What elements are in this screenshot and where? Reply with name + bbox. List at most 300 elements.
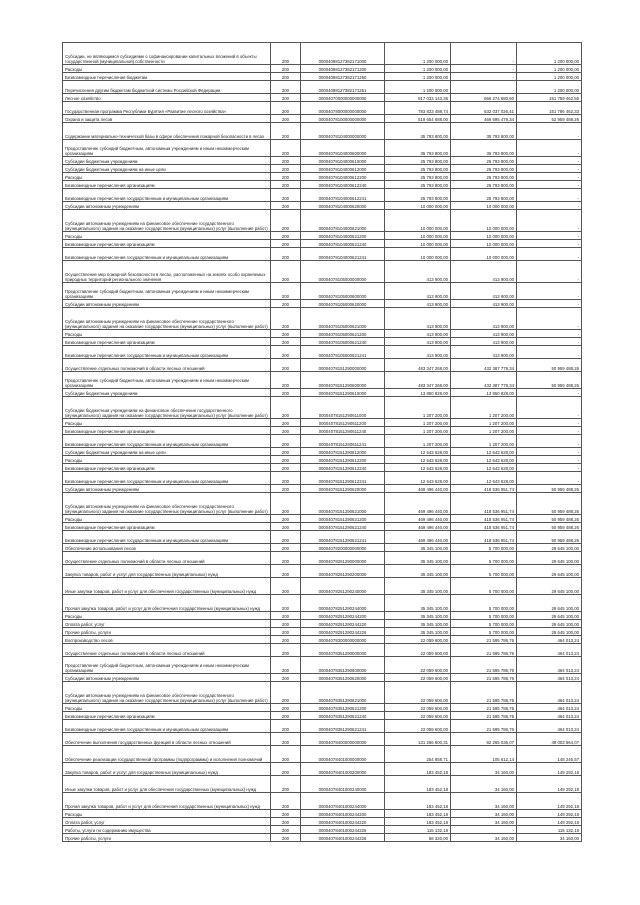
- remaining-amount: 50 959 488,26: [517, 493, 582, 515]
- executed-amount: 413 900,00: [451, 308, 517, 330]
- report-page: [62, 42, 581, 842]
- line-code: 200: [271, 300, 301, 308]
- remaining-amount: 149 292,18: [517, 818, 582, 826]
- executed-amount: 34 160,00: [451, 834, 517, 842]
- table-row: [63, 261, 582, 283]
- remaining-amount: 115 132,18: [517, 826, 582, 834]
- table-row: [63, 372, 582, 389]
- approved-amount: 1 207 200,00: [385, 419, 451, 427]
- table-row: [63, 389, 582, 397]
- expense-code: 00004078104000612241: [301, 189, 385, 202]
- line-name: Прочие работы, услуги: [63, 628, 271, 636]
- approved-amount: 22 059 600,00: [385, 636, 451, 644]
- approved-amount: 413 900,00: [385, 300, 451, 308]
- expense-code: 00004078104000000000: [301, 123, 385, 140]
- remaining-amount: 464 013,24: [517, 644, 582, 657]
- expense-code: 00004078151290612240: [301, 464, 385, 472]
- expense-code: 00004078251290244226: [301, 628, 385, 636]
- line-name: Субсидии автономным учреждениям на финансовое обеспечение государственного (муниципального) задания на оказание государственных (муниципальных) услуг (выполнение работ): [63, 308, 271, 330]
- executed-amount: 432 387 779,34: [451, 372, 517, 389]
- line-code: 200: [271, 456, 301, 464]
- line-name: Субсидии автономным учреждениям: [63, 300, 271, 308]
- remaining-amount: -: [517, 419, 582, 427]
- line-code: 200: [271, 240, 301, 248]
- table-row: [63, 81, 582, 94]
- line-name: Осуществление отдельных полномочий в области лесных отношений: [63, 644, 271, 657]
- table-row: [63, 435, 582, 448]
- expense-code: 00004078104000621241: [301, 248, 385, 261]
- remaining-amount: -: [517, 330, 582, 338]
- expense-code: 00004078351290000000: [301, 644, 385, 657]
- approved-amount: 25 793 800,00: [385, 173, 451, 181]
- approved-amount: 25 793 800,00: [385, 157, 451, 165]
- line-code: 200: [271, 283, 301, 300]
- executed-amount: 5 700 000,00: [451, 612, 517, 620]
- executed-amount: 413 900,00: [451, 283, 517, 300]
- table-row: [63, 65, 582, 73]
- line-code: 200: [271, 612, 301, 620]
- expense-code: 00004078151290612200: [301, 456, 385, 464]
- line-code: 200: [271, 793, 301, 810]
- budget-table-body: [63, 43, 582, 842]
- table-row: [63, 776, 582, 793]
- approved-amount: 25 793 800,00: [385, 165, 451, 173]
- line-name: Безвозмездные перечисления организациям: [63, 181, 271, 189]
- expense-code: 00004078151290612000: [301, 448, 385, 456]
- executed-amount: 10 000 000,00: [451, 240, 517, 248]
- approved-amount: 183 452,18: [385, 810, 451, 818]
- line-name: Обеспечение выполнения государственных функций в области лесных отношений: [63, 733, 271, 746]
- line-name: Осуществление мер пожарной безопасности в лесах, расположенных на землях особо охраняемых природных территорий регионального значения: [63, 261, 271, 283]
- executed-amount: 10 000 000,00: [451, 248, 517, 261]
- expense-code: 00004078251290200000: [301, 565, 385, 578]
- line-name: Расходы: [63, 419, 271, 427]
- remaining-amount: 29 645 100,00: [517, 565, 582, 578]
- line-code: 200: [271, 43, 301, 65]
- approved-amount: 12 643 628,00: [385, 464, 451, 472]
- expense-code: 00004078401000000000: [301, 746, 385, 763]
- remaining-amount: 149 292,18: [517, 810, 582, 818]
- approved-amount: 22 059 600,00: [385, 674, 451, 682]
- line-code: 200: [271, 776, 301, 793]
- table-row: [63, 515, 582, 523]
- executed-amount: 25 793 800,00: [451, 181, 517, 189]
- approved-amount: 413 900,00: [385, 283, 451, 300]
- remaining-amount: -: [517, 464, 582, 472]
- line-code: 200: [271, 123, 301, 140]
- remaining-amount: -: [517, 189, 582, 202]
- expense-code: 00004078351290621240: [301, 712, 385, 720]
- executed-amount: 413 900,00: [451, 346, 517, 359]
- line-code: 200: [271, 628, 301, 636]
- executed-amount: -: [451, 826, 517, 834]
- executed-amount: 666 274 680,60: [451, 94, 517, 102]
- expense-code: 00004078300000000000: [301, 636, 385, 644]
- expense-code: 00004078104000612240: [301, 181, 385, 189]
- expense-code: 00004078351290621000: [301, 682, 385, 704]
- approved-amount: 10 000 000,00: [385, 210, 451, 232]
- executed-amount: 5 700 000,00: [451, 620, 517, 628]
- line-name: Расходы: [63, 232, 271, 240]
- expense-code: 00004078105000000000: [301, 261, 385, 283]
- table-row: [63, 628, 582, 636]
- approved-amount: 115 132,18: [385, 826, 451, 834]
- line-code: 200: [271, 389, 301, 397]
- expense-code: 00004078105000621200: [301, 330, 385, 338]
- budget-table: [62, 42, 582, 842]
- approved-amount: 1 207 200,00: [385, 435, 451, 448]
- approved-amount: 10 000 000,00: [385, 248, 451, 261]
- approved-amount: 10 000 000,00: [385, 240, 451, 248]
- line-name: Субсидии автономным учреждениям: [63, 202, 271, 210]
- table-row: [63, 818, 582, 826]
- expense-code: 00004098127382171000: [301, 43, 385, 65]
- line-name: Предоставление субсидий бюджетным, автономным учреждениям и иным некоммерческим организациям: [63, 372, 271, 389]
- remaining-amount: 50 959 488,26: [517, 372, 582, 389]
- executed-amount: 418 536 951,74: [451, 531, 517, 544]
- line-code: 200: [271, 115, 301, 123]
- table-row: [63, 644, 582, 657]
- executed-amount: 418 536 951,74: [451, 523, 517, 531]
- line-name: Безвозмездные перечисления организациям: [63, 464, 271, 472]
- remaining-amount: -: [517, 140, 582, 157]
- table-row: [63, 552, 582, 565]
- expense-code: 00004078401000244225: [301, 826, 385, 834]
- remaining-amount: -: [517, 261, 582, 283]
- line-code: 200: [271, 763, 301, 776]
- line-code: 200: [271, 644, 301, 657]
- executed-amount: 34 160,00: [451, 776, 517, 793]
- remaining-amount: 464 013,24: [517, 682, 582, 704]
- table-row: [63, 173, 582, 181]
- table-row: [63, 674, 582, 682]
- remaining-amount: 29 645 100,00: [517, 595, 582, 612]
- table-row: [63, 544, 582, 552]
- executed-amount: 35 793 800,00: [451, 140, 517, 157]
- executed-amount: 21 595 786,76: [451, 674, 517, 682]
- remaining-amount: 52 959 488,26: [517, 115, 582, 123]
- line-name: Оплата работ, услуг: [63, 818, 271, 826]
- remaining-amount: 149 292,18: [517, 776, 582, 793]
- line-code: 200: [271, 485, 301, 493]
- approved-amount: 10 000 000,00: [385, 232, 451, 240]
- expense-code: 00004078251290240000: [301, 578, 385, 595]
- line-code: 200: [271, 261, 301, 283]
- table-row: [63, 232, 582, 240]
- remaining-amount: -: [517, 165, 582, 173]
- line-name: Прочие работы, услуги: [63, 834, 271, 842]
- line-code: 200: [271, 720, 301, 733]
- executed-amount: 1 207 200,00: [451, 435, 517, 448]
- expense-code: 00004078151290620000: [301, 485, 385, 493]
- approved-amount: 25 793 800,00: [385, 181, 451, 189]
- line-name: Субсидии автономным учреждениям: [63, 674, 271, 682]
- executed-amount: 10 000 000,00: [451, 232, 517, 240]
- approved-amount: 13 850 828,00: [385, 389, 451, 397]
- line-name: Субсидии автономным учреждениям на финансовое обеспечение государственного (муниципального) задания на оказание государственных (муниципальных) услуг (выполнение работ): [63, 493, 271, 515]
- table-row: [63, 181, 582, 189]
- executed-amount: 21 595 786,76: [451, 682, 517, 704]
- remaining-amount: -: [517, 346, 582, 359]
- approved-amount: 1 200 000,00: [385, 65, 451, 73]
- executed-amount: 418 536 951,74: [451, 485, 517, 493]
- expense-code: 00004078401000200000: [301, 763, 385, 776]
- executed-amount: -: [451, 73, 517, 81]
- remaining-amount: -: [517, 181, 582, 189]
- expense-code: 00004078251290244200: [301, 612, 385, 620]
- expense-code: 00004078251290244000: [301, 595, 385, 612]
- expense-code: 00004098127382171200: [301, 65, 385, 73]
- table-row: [63, 283, 582, 300]
- remaining-amount: -: [517, 435, 582, 448]
- approved-amount: 10 000 000,00: [385, 202, 451, 210]
- executed-amount: 21 595 786,76: [451, 644, 517, 657]
- table-row: [63, 493, 582, 515]
- remaining-amount: 29 645 100,00: [517, 612, 582, 620]
- line-name: Безвозмездные перечисления организациям: [63, 240, 271, 248]
- approved-amount: 783 823 488,74: [385, 102, 451, 115]
- remaining-amount: 151 759 462,56: [517, 94, 582, 102]
- expense-code: 00004078105000621000: [301, 308, 385, 330]
- line-name: Субсидии бюджетным учреждениям на иные цели: [63, 165, 271, 173]
- expense-code: 00004098127382171251: [301, 81, 385, 94]
- approved-amount: 469 496 440,00: [385, 485, 451, 493]
- remaining-amount: 29 645 100,00: [517, 628, 582, 636]
- expense-code: 00004078104000600000: [301, 140, 385, 157]
- line-name: Безвозмездные перечисления государственным и муниципальным организациям: [63, 435, 271, 448]
- approved-amount: 469 496 440,00: [385, 493, 451, 515]
- approved-amount: 35 345 100,00: [385, 595, 451, 612]
- table-row: [63, 43, 582, 65]
- expense-code: 00004078351290620000: [301, 674, 385, 682]
- expense-code: 00004078151290621000: [301, 493, 385, 515]
- line-name: Расходы: [63, 515, 271, 523]
- approved-amount: 469 496 440,00: [385, 531, 451, 544]
- executed-amount: 413 900,00: [451, 300, 517, 308]
- line-code: 200: [271, 435, 301, 448]
- executed-amount: 21 595 786,76: [451, 712, 517, 720]
- table-row: [63, 115, 582, 123]
- executed-amount: 5 700 000,00: [451, 628, 517, 636]
- line-code: 200: [271, 834, 301, 842]
- table-row: [63, 763, 582, 776]
- line-name: Безвозмездные перечисления организациям: [63, 427, 271, 435]
- executed-amount: 12 643 628,00: [451, 456, 517, 464]
- line-code: 200: [271, 733, 301, 746]
- table-row: [63, 157, 582, 165]
- line-name: Обеспечение реализации государственной программы (подпрограммы) и исполнения полномочий: [63, 746, 271, 763]
- line-code: 200: [271, 189, 301, 202]
- remaining-amount: 29 645 100,00: [517, 578, 582, 595]
- approved-amount: 183 452,18: [385, 793, 451, 810]
- line-code: 200: [271, 427, 301, 435]
- line-code: 200: [271, 165, 301, 173]
- executed-amount: 21 595 786,76: [451, 720, 517, 733]
- table-row: [63, 397, 582, 419]
- approved-amount: 35 345 100,00: [385, 565, 451, 578]
- line-code: 200: [271, 523, 301, 531]
- line-code: 200: [271, 173, 301, 181]
- approved-amount: 131 266 600,31: [385, 733, 451, 746]
- executed-amount: 418 536 951,74: [451, 493, 517, 515]
- expense-code: 00004078104000612000: [301, 165, 385, 173]
- executed-amount: 25 793 800,00: [451, 165, 517, 173]
- table-row: [63, 189, 582, 202]
- table-row: [63, 123, 582, 140]
- expense-code: 00004078151290610000: [301, 389, 385, 397]
- executed-amount: 34 160,00: [451, 818, 517, 826]
- line-code: 200: [271, 202, 301, 210]
- table-row: [63, 472, 582, 485]
- approved-amount: 22 059 600,00: [385, 682, 451, 704]
- table-row: [63, 733, 582, 746]
- executed-amount: 12 643 628,00: [451, 448, 517, 456]
- line-name: Предоставление субсидий бюджетным, автономным учреждениям и иным некоммерческим организациям: [63, 140, 271, 157]
- approved-amount: 413 900,00: [385, 261, 451, 283]
- expense-code: 00004078401000244226: [301, 834, 385, 842]
- remaining-amount: 464 013,24: [517, 674, 582, 682]
- approved-amount: 25 793 800,00: [385, 189, 451, 202]
- expense-code: 00004078104000621000: [301, 210, 385, 232]
- line-code: 200: [271, 674, 301, 682]
- expense-code: 00004078151290621240: [301, 523, 385, 531]
- line-name: Закупка товаров, работ и услуг для государственных (муниципальных) нужд: [63, 565, 271, 578]
- table-row: [63, 682, 582, 704]
- table-row: [63, 595, 582, 612]
- remaining-amount: -: [517, 308, 582, 330]
- approved-amount: 35 345 100,00: [385, 620, 451, 628]
- remaining-amount: 151 786 462,33: [517, 102, 582, 115]
- expense-code: 00004078151290621241: [301, 531, 385, 544]
- line-name: Воспроизводство лесов: [63, 636, 271, 644]
- approved-amount: 12 643 628,00: [385, 456, 451, 464]
- line-code: 200: [271, 102, 301, 115]
- table-row: [63, 612, 582, 620]
- line-name: Безвозмездные перечисления государственным и муниципальным организациям: [63, 346, 271, 359]
- approved-amount: 1 200 000,00: [385, 43, 451, 65]
- line-name: Расходы: [63, 330, 271, 338]
- remaining-amount: 50 959 488,26: [517, 359, 582, 372]
- table-row: [63, 210, 582, 232]
- approved-amount: 469 496 440,00: [385, 523, 451, 531]
- remaining-amount: 464 013,24: [517, 704, 582, 712]
- line-code: 200: [271, 397, 301, 419]
- line-code: 200: [271, 746, 301, 763]
- table-row: [63, 165, 582, 173]
- remaining-amount: -: [517, 397, 582, 419]
- table-row: [63, 73, 582, 81]
- line-name: Субсидии автономным учреждениям: [63, 485, 271, 493]
- expense-code: 00004078105000600000: [301, 283, 385, 300]
- expense-code: 00004078105000620000: [301, 300, 385, 308]
- expense-code: 00004078401000244200: [301, 810, 385, 818]
- expense-code: 00004078400000000000: [301, 733, 385, 746]
- executed-amount: 413 900,00: [451, 261, 517, 283]
- table-row: [63, 308, 582, 330]
- executed-amount: 413 900,00: [451, 330, 517, 338]
- remaining-amount: 50 959 488,26: [517, 485, 582, 493]
- line-code: 200: [271, 157, 301, 165]
- line-code: 200: [271, 81, 301, 94]
- remaining-amount: 1 200 000,00: [517, 43, 582, 65]
- approved-amount: 12 643 628,00: [385, 472, 451, 485]
- line-name: Безвозмездные перечисления организациям: [63, 712, 271, 720]
- executed-amount: 105 612,14: [451, 746, 517, 763]
- remaining-amount: -: [517, 456, 582, 464]
- expense-code: 00004078151290621200: [301, 515, 385, 523]
- expense-code: 00004078151290611240: [301, 427, 385, 435]
- expense-code: 00004078104000620000: [301, 202, 385, 210]
- approved-amount: 1 200 000,00: [385, 73, 451, 81]
- line-code: 200: [271, 372, 301, 389]
- approved-amount: 183 452,18: [385, 776, 451, 793]
- line-code: 200: [271, 181, 301, 189]
- remaining-amount: 1 200 000,00: [517, 73, 582, 81]
- expense-code: 00004078151290611000: [301, 397, 385, 419]
- executed-amount: -: [451, 65, 517, 73]
- table-row: [63, 240, 582, 248]
- line-code: 200: [271, 810, 301, 818]
- approved-amount: 183 452,18: [385, 818, 451, 826]
- line-name: Прочая закупка товаров, работ и услуг для обеспечения государственных (муниципальных) нужд: [63, 793, 271, 810]
- approved-amount: 12 643 628,00: [385, 448, 451, 456]
- line-name: Расходы: [63, 173, 271, 181]
- line-name: Безвозмездные перечисления государственным и муниципальным организациям: [63, 720, 271, 733]
- table-row: [63, 456, 582, 464]
- line-name: Предоставление субсидий бюджетным, автономным учреждениям и иным некоммерческим организациям: [63, 283, 271, 300]
- line-name: Лесное хозяйство: [63, 94, 271, 102]
- line-name: Прочая закупка товаров, работ и услуг для обеспечения государственных (муниципальных) нужд: [63, 595, 271, 612]
- table-row: [63, 248, 582, 261]
- approved-amount: 1 207 200,00: [385, 427, 451, 435]
- line-code: 200: [271, 657, 301, 674]
- line-code: 200: [271, 826, 301, 834]
- executed-amount: -: [451, 43, 517, 65]
- line-code: 200: [271, 578, 301, 595]
- line-name: Оплата работ, услуг: [63, 620, 271, 628]
- expense-code: 00004078351290600000: [301, 657, 385, 674]
- line-name: Иные закупки товаров, работ и услуг для обеспечения государственных (муниципальных) нужд: [63, 776, 271, 793]
- line-name: Безвозмездные перечисления государственным и муниципальным организациям: [63, 189, 271, 202]
- executed-amount: 25 793 800,00: [451, 157, 517, 165]
- executed-amount: 13 850 828,00: [451, 389, 517, 397]
- approved-amount: 483 347 268,00: [385, 372, 451, 389]
- remaining-amount: 50 959 488,26: [517, 523, 582, 531]
- line-name: Безвозмездные перечисления государственным и муниципальным организациям: [63, 248, 271, 261]
- approved-amount: 35 345 100,00: [385, 578, 451, 595]
- line-name: Субсидии бюджетным учреждениям на финансовое обеспечение государственного (муниципального) задания на оказание государственных (муниципальных) услуг (выполнение работ): [63, 397, 271, 419]
- executed-amount: 21 595 786,76: [451, 657, 517, 674]
- remaining-amount: 29 645 100,00: [517, 544, 582, 552]
- expense-code: 00004078151290612241: [301, 472, 385, 485]
- line-name: Расходы: [63, 704, 271, 712]
- remaining-amount: 29 645 100,00: [517, 620, 582, 628]
- remaining-amount: -: [517, 202, 582, 210]
- line-code: 200: [271, 94, 301, 102]
- line-code: 200: [271, 73, 301, 81]
- remaining-amount: 464 013,24: [517, 636, 582, 644]
- expense-code: 00004078151290000000: [301, 359, 385, 372]
- executed-amount: 12 643 628,00: [451, 464, 517, 472]
- table-row: [63, 140, 582, 157]
- line-code: 200: [271, 419, 301, 427]
- approved-amount: 35 345 100,00: [385, 552, 451, 565]
- executed-amount: 21 595 786,76: [451, 704, 517, 712]
- approved-amount: 68 320,00: [385, 834, 451, 842]
- executed-amount: 1 207 200,00: [451, 427, 517, 435]
- line-code: 200: [271, 682, 301, 704]
- line-name: Безвозмездные перечисления государственным и муниципальным организациям: [63, 531, 271, 544]
